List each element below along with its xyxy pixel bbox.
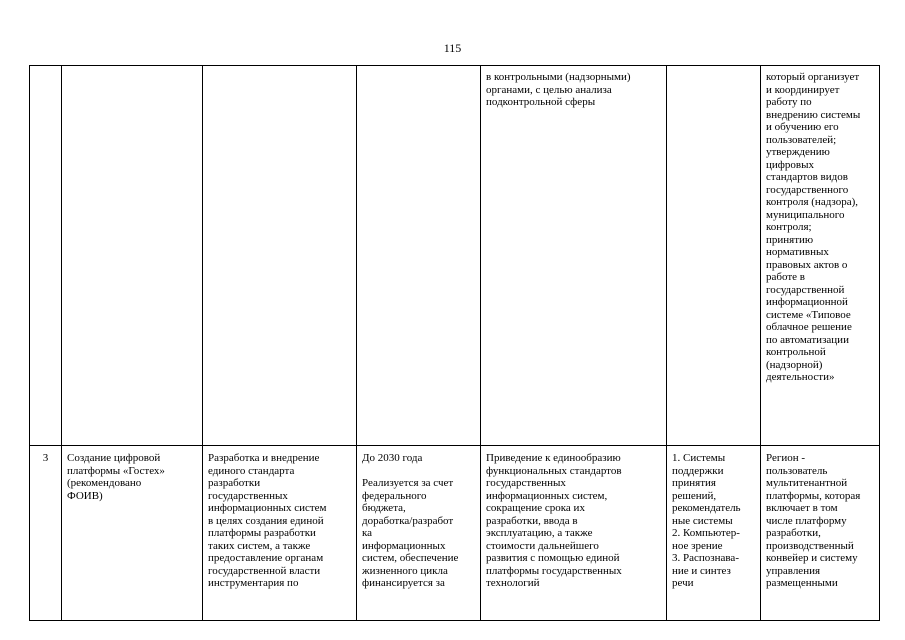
deadline-cell <box>357 66 481 446</box>
effect-cell: Приведение к единообразию функциональных стандартов государственных информационных систем, сокращение срока их разработки, ввода в эксплуатацию, а также стоимости дальнейшего развития с помощью единой платформы государственных технологий <box>481 446 667 621</box>
regulation-cell: который организует и координирует работу по внедрению системы и обучению его пользователей; утверждению цифровых стандартов видов государственного контроля (надзора), муниципального контроля; принятию нормативных правовых актов о работе в государственной информационной системе «Типовое облачное решение по автоматизации контрольной (надзорной) деятельности» <box>761 66 880 446</box>
measure-cell: Разработка и внедрение единого стандарта разработки государственных информационных систем в целях создания единой платформы разработки таких систем, а также предоставление органам государственной власти инструментария по <box>203 446 357 621</box>
page-number: 115 <box>443 41 462 55</box>
measure-cell <box>203 66 357 446</box>
regulation-cell: Регион - пользователь мультитенантной платформы, которая включает в том числе платформу разработки, производственный конвейер и систему управления размещенными <box>761 446 880 621</box>
measures-table <box>29 65 880 621</box>
row-number-cell <box>30 66 62 446</box>
name-cell <box>62 66 203 446</box>
effect-cell: в контрольными (надзорными) органами, с целью анализа подконтрольной сферы <box>481 66 667 446</box>
name-cell: Создание цифровой платформы «Гостех» (рекомендовано ФОИВ) <box>62 446 203 621</box>
technologies-cell: 1. Системы поддержки принятия решений, рекомендатель ные системы 2. Компьютер- ное зрение 3. Распознава- ние и синтез речи <box>667 446 761 621</box>
deadline-cell: До 2030 года Реализуется за счет федерального бюджета, доработка/разработ ка информационных систем, обеспечение жизненного цикла финансируется за <box>357 446 481 621</box>
table-row <box>30 446 880 621</box>
table-row <box>30 66 880 446</box>
technologies-cell <box>667 66 761 446</box>
row-number-cell: 3 <box>30 446 62 621</box>
